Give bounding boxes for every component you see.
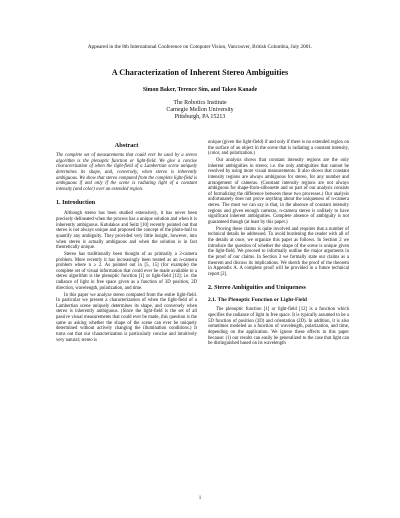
paragraph: unique (given the light-field) if and only if there is no extended region on the surface of an object in the scene that is radiating a constant intensity, (color, and polarization.) bbox=[208, 140, 349, 157]
paper-title: A Characterization of Inherent Stereo Ambiguities bbox=[111, 68, 289, 77]
abstract-heading: Abstract bbox=[114, 142, 139, 149]
left-column bbox=[56, 142, 197, 344]
subsection-heading: 2.1. The Plenoptic Function or Light-Field bbox=[208, 297, 307, 304]
page-number: 1 bbox=[198, 496, 202, 501]
paragraph: The plenoptic function [1] or light-field [12] is a function which specifies the radiance of light in free space. It is typically assumed to be a 5D function of position (3D) and orientation (2D). In addition, it is also sometimes modeled as a function of wavelength, polarization, and time, depending on the application. We ignore these effects in this paper because: (1) our results can easily be generalized to the case that light can be distinguished based on its wavelength bbox=[208, 307, 349, 347]
affiliation bbox=[0, 100, 400, 121]
affiliation-line: The Robotics Institute bbox=[173, 100, 227, 106]
author-list: Simon Baker, Terence Sim, and Takeo Kanade bbox=[142, 87, 258, 93]
paragraph: Stereo has traditionally been thought of as primarily a 2-camera problem. More recently it has increasingly been treated as an n-camera problem where n ≥ 2. As pointed out in [5, 15] (for example) the complete set of visual information that could ever be made available to a stereo algorithm is the plenoptic function [1] or light-field [12]; i.e. the radiance of light in free space given as a function of 3D position, 2D direction, wavelength, polarization, and time. bbox=[56, 251, 197, 291]
paragraph: Our analysis shows that constant intensity regions are the only inherent ambiguities in stereo; i.e. the only ambiguities that cannot be resolved by using more visual measurements. It also shows that constant intensity regions are always ambiguous for stereo, for any number and arrangement of cameras. (Constant intensity regions are not always ambiguous for shape-from-silhouette and so part of our analysis consists of formalizing the difference between these two processes.) Our analysis unfortunately does not prove anything about the uniqueness of n-camera stereo. The most we can say is that, in the absence of constant intensity regions and given enough cameras, n-camera stereo is unlikely to have significant inherent ambiguities. Complete absence of ambiguity is not guaranteed though (at least by this paper.) bbox=[208, 158, 349, 225]
abstract-text: The complete set of measurements that could ever be used by a stereo algorithm is the plenoptic function or light-field. We give a concise characterization of when the light-field of a Lambertian scene uniquely determines its shape, and, conversely, when stereo is inherently ambiguous. We show that stereo computed from the complete light-field is ambiguous if and only if the scene is radiating light of a constant intensity (and color) over an extended region. bbox=[56, 153, 197, 192]
paragraph: Although stereo has been studied extensively, it has never been precisely delineated when the process has a unique solution and when it is inherently ambiguous. Kutulakos and Seitz [10] recently pointed out that stereo is not always unique and proposed the concept of the photo-hull to quantify any ambiguity. They provided very little insight, however, into when stereo is actually ambiguous and when the solution is in fact theoretically unique. bbox=[56, 211, 197, 251]
section-heading: 1. Introduction bbox=[56, 200, 96, 207]
paragraph: In this paper we analyze stereo computed from the entire light-field. In particular we present a characterization of when the light-field of a Lambertian scene uniquely determines its shape, and conversely when stereo is inherently ambiguous. (Since the light-field is the set of all passive visual measurements that could ever be made, this question is the same as asking whether the shape of the scene can ever be uniquely determined without actively changing the illumination conditions.) It turns out that our characterization is particularly concise and intuitively very natural; stereo is bbox=[56, 292, 197, 343]
paragraph: Proving these claims is quite involved and requires that a number of technical details be addressed. To avoid burdening the reader with all of the details at once, we organize this paper as follows. In Section 2 we introduce the question of whether the shape of the scene is unique given the light-field. We proceed to informally outline the major arguments in the proof of our claims. In Section 3 we formally state our claims as a theorem and discuss its implications. We sketch the proof of the theorem in Appendix A. A complete proof will be provided in a future technical report [2]. bbox=[208, 226, 349, 277]
venue-note: Appeared in the 8th International Conference on Computer Vision, Vancouver, British Columbia, July 2001. bbox=[87, 44, 313, 50]
section-heading: 2. Stereo Ambiguities and Uniqueness bbox=[208, 285, 306, 292]
affiliation-line: Pittsburgh, PA 15213 bbox=[174, 114, 226, 120]
right-column bbox=[208, 140, 349, 348]
affiliation-line: Carnegie Mellon University bbox=[166, 107, 234, 113]
